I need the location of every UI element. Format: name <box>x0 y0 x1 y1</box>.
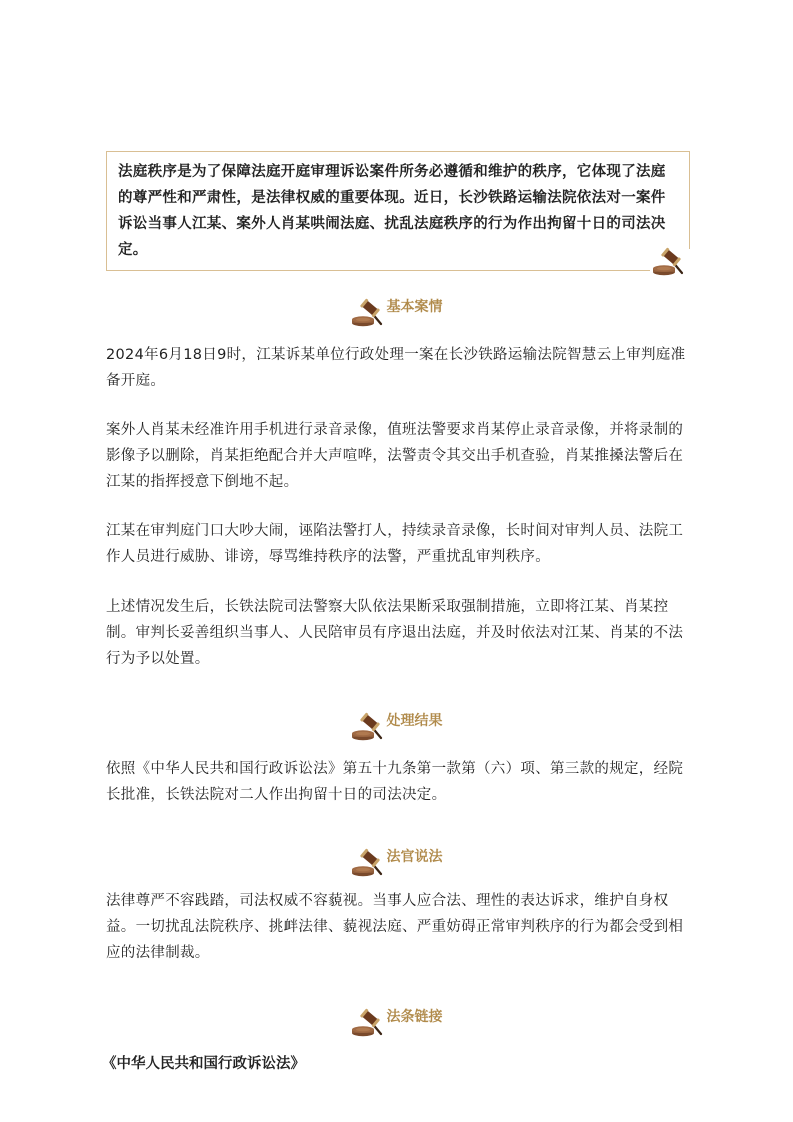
section-heading-label: 基本案情 <box>386 299 443 315</box>
paragraph: 依照《中华人民共和国行政诉讼法》第五十九条第一款第（六）项、第三款的规定，经院长批准，长铁法院对二人作出拘留十日的司法决定。 <box>106 761 684 803</box>
paragraph: 2024年6月18日9时，江某诉某单位行政处理一案在长沙铁路运输法院智慧云上审判庭准备开庭。 <box>106 347 686 389</box>
frame-line <box>106 270 650 271</box>
frame-line <box>106 151 107 271</box>
section-heading-label: 法官说法 <box>386 849 443 865</box>
section-heading-law <box>0 1006 793 1040</box>
gavel-icon <box>351 298 385 328</box>
gavel-icon <box>351 1008 385 1038</box>
paragraph: 法律尊严不容践踏，司法权威不容藐视。当事人应合法、理性的表达诉求，维护自身权益。一切扰乱法院秩序、挑衅法律、藐视法庭、严重妨碍正常审判秩序的行为都会受到相应的法律制裁。 <box>106 893 684 961</box>
intro-text: 法庭秩序是为了保障法庭开庭审理诉讼案件所务必遵循和维护的秩序，它体现了法庭的尊严性和严肃性，是法律权威的重要体现。近日，长沙铁路运输法院依法对一案件诉讼当事人江某、案外人肖某哄闹法庭、扰乱法庭秩序的行为作出拘留十日的司法决定。 <box>118 164 666 258</box>
gavel-icon <box>351 712 385 742</box>
paragraph: 上述情况发生后，长铁法院司法警察大队依法果断采取强制措施，立即将江某、肖某控制。审判长妥善组织当事人、人民陪审员有序退出法庭，并及时依法对江某、肖某的不法行为予以处置。 <box>106 599 684 667</box>
paragraph: 案外人肖某未经准许用手机进行录音录像，值班法警要求肖某停止录音录像，并将录制的影像予以删除，肖某拒绝配合并大声喧哗，法警责令其交出手机查验，肖某推搡法警后在江某的指挥授意下倒地不起。 <box>106 422 684 490</box>
section-heading-result <box>0 710 793 744</box>
section-heading-case <box>0 296 793 330</box>
paragraph: 江某在审判庭门口大吵大闹，诬陷法警打人，持续录音录像，长时间对审判人员、法院工作人员进行威胁、诽谤，辱骂维持秩序的法警，严重扰乱审判秩序。 <box>106 523 684 565</box>
gavel-icon <box>652 247 686 277</box>
law-title: 《中华人民共和国行政诉讼法》 <box>102 1056 305 1072</box>
frame-line <box>689 151 690 249</box>
section-heading-label: 法条链接 <box>386 1009 443 1025</box>
frame-line <box>106 151 690 152</box>
intro-box <box>106 151 690 271</box>
section-heading-label: 处理结果 <box>386 713 443 729</box>
section-heading-judge <box>0 846 793 880</box>
gavel-icon <box>351 848 385 878</box>
